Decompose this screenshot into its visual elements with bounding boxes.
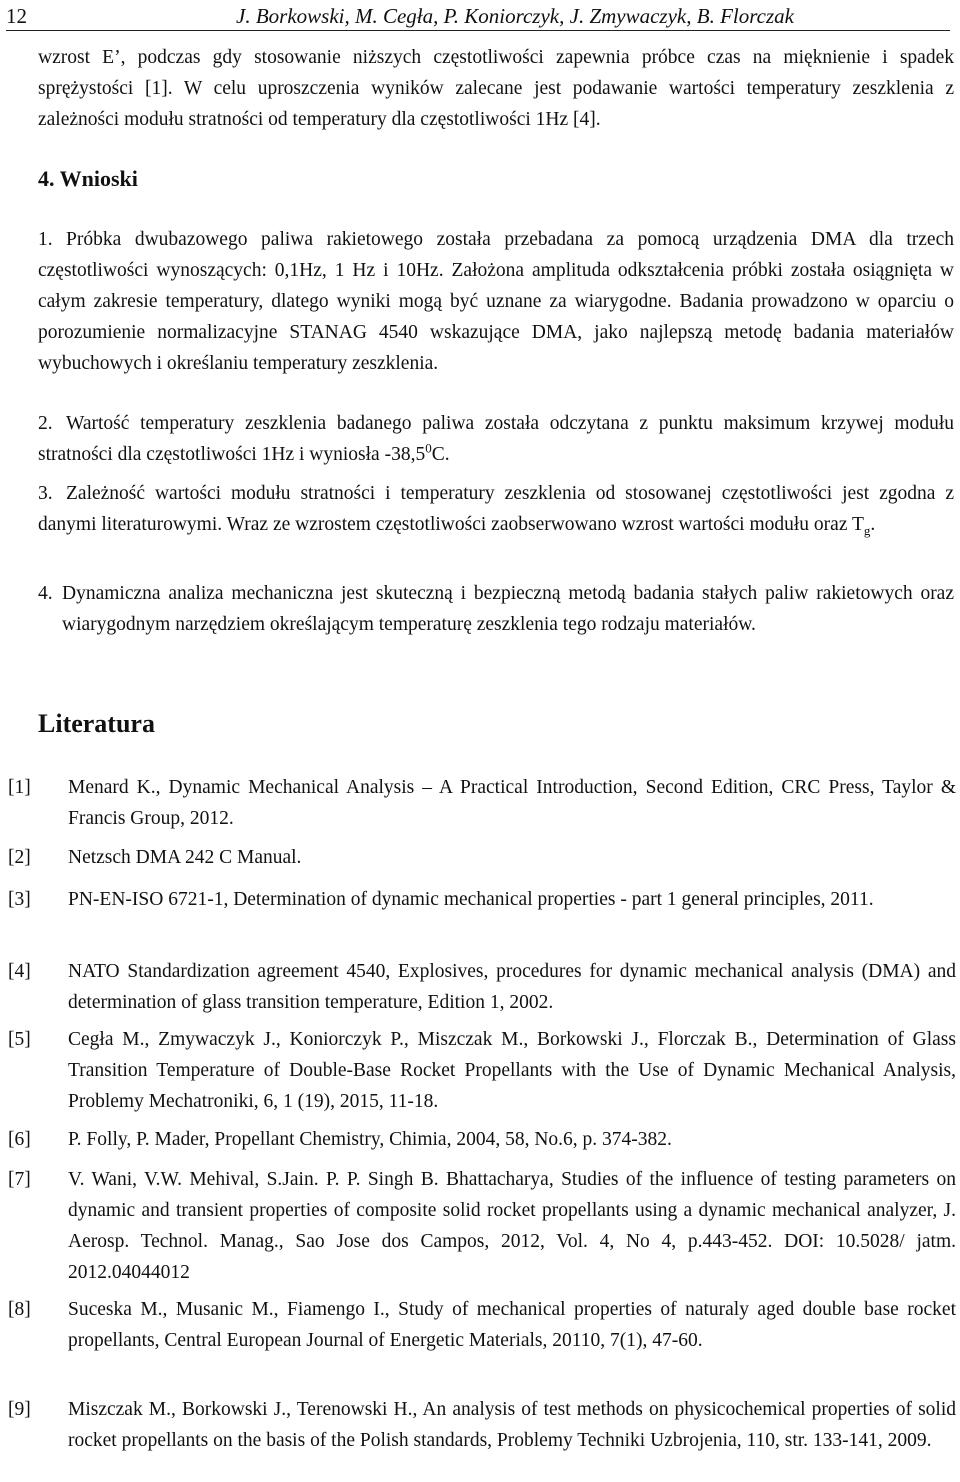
reference-number: [9] bbox=[8, 1399, 31, 1420]
reference-number: [8] bbox=[8, 1299, 31, 1320]
reference-item-9 bbox=[8, 1394, 956, 1456]
conclusion-item-1 bbox=[38, 224, 954, 379]
reference-number: [1] bbox=[8, 777, 31, 798]
section-heading-conclusions: 4. Wnioski bbox=[38, 166, 138, 191]
reference-number: [2] bbox=[8, 847, 31, 868]
reference-number: [3] bbox=[8, 889, 31, 910]
reference-text: P. Folly, P. Mader, Propellant Chemistry, Chimia, 2004, 58, No.6, p. 374-382. bbox=[68, 1129, 672, 1150]
reference-text: V. Wani, V.W. Mehival, S.Jain. P. P. Singh B. Bhattacharya, Studies of the influence of testing parameters on dynamic and transient properties of composite solid rocket propellants using a dynamic mechanical analyzer, J. Aerosp. Technol. Manag., Sao Jose dos Campos, 2012, Vol. 4, No 4, p.443-452. DOI: 10.5028/ jatm. 2012.04044012 bbox=[68, 1169, 956, 1283]
reference-item-5 bbox=[8, 1024, 956, 1117]
reference-item-6 bbox=[8, 1124, 956, 1155]
reference-text: Netzsch DMA 242 C Manual. bbox=[68, 847, 302, 868]
reference-text: NATO Standardization agreement 4540, Explosives, procedures for dynamic mechanical analysis (DMA) and determination of glass transition temperature, Edition 1, 2002. bbox=[68, 961, 956, 1013]
intro-paragraph: wzrost E’, podczas gdy stosowanie niższych częstotliwości zapewnia próbce czas na mięknienie i spadek sprężystości [1]. W celu uproszczenia wyników zalecane jest podawanie wartości temperatury zeszklenia z zależności modułu stratności od temperatury dla częstotliwości 1Hz [4]. bbox=[38, 47, 954, 130]
conclusion-item-2 bbox=[38, 408, 954, 470]
page-number: 12 bbox=[6, 4, 27, 28]
conclusion-text: Próbka dwubazowego paliwa rakietowego została przebadana za pomocą urządzenia DMA dla trzech częstotliwości wynoszących: 0,1Hz, 1 Hz i 10Hz. Założona amplituda odkształcenia próbki została osiągnięta w całym zakresie temperatury, dlatego wyniki mogą być uznane za wiarygodne. Badania prowadzono w oparciu o porozumienie normalizacyjne STANAG 4540 wskazujące DMA, jako najlepszą metodę badania materiałów wybuchowych i określaniu temperatury zeszklenia. bbox=[38, 229, 954, 374]
conclusion-item-4 bbox=[38, 578, 954, 640]
reference-text: Menard K., Dynamic Mechanical Analysis – A Practical Introduction, Second Edition, CRC Press, Taylor & Francis Group, 2012. bbox=[68, 777, 956, 829]
reference-text: Miszczak M., Borkowski J., Terenowski H., An analysis of test methods on physicochemical properties of solid rocket propellants on the basis of the Polish standards, Problemy Techniki Uzbrojenia, 110, str. 133-141, 2009. bbox=[68, 1399, 956, 1451]
reference-number: [6] bbox=[8, 1129, 31, 1150]
conclusion-text bbox=[38, 408, 954, 470]
reference-item-7 bbox=[8, 1164, 956, 1288]
conclusion-text-unit: C. bbox=[431, 444, 450, 465]
running-header-authors: J. Borkowski, M. Cegła, P. Koniorczyk, J. Zmywaczyk, B. Florczak bbox=[236, 4, 794, 28]
conclusion-number: 1. bbox=[38, 229, 53, 250]
conclusion-text-end: . bbox=[870, 514, 876, 535]
literature-heading: Literatura bbox=[38, 709, 155, 738]
reference-text: PN-EN-ISO 6721-1, Determination of dynamic mechanical properties - part 1 general principles, 2011. bbox=[68, 889, 874, 910]
conclusion-text-main: Zależność wartości modułu stratności i temperatury zeszklenia od stosowanej częstotliwości jest zgodna z danymi literaturowymi. Wraz ze wzrostem częstotliwości zaobserwowano wzrost wartości modułu oraz T bbox=[38, 483, 954, 535]
reference-item-8 bbox=[8, 1294, 956, 1356]
reference-item-3 bbox=[8, 884, 956, 915]
degree-superscript: 0 bbox=[425, 440, 432, 456]
reference-text: Cegła M., Zmywaczyk J., Koniorczyk P., Miszczak M., Borkowski J., Florczak B., Determination of Glass Transition Temperature of Double-Base Rocket Propellants with the Use of Dynamic Mechanical Analysis, Problemy Mechatroniki, 6, 1 (19), 2015, 11-18. bbox=[68, 1029, 956, 1112]
conclusion-text-main: Wartość temperatury zeszklenia badanego paliwa została odczytana z punktu maksimum krzywej modułu stratności dla częstotliwości 1Hz i wyniosła -38,5 bbox=[38, 413, 954, 465]
conclusion-item-3 bbox=[38, 478, 954, 540]
conclusion-number: 4. bbox=[38, 583, 53, 604]
reference-text: Suceska M., Musanic M., Fiamengo I., Study of mechanical properties of naturaly aged double base rocket propellants, Central European Journal of Energetic Materials, 20110, 7(1), 47-60. bbox=[68, 1299, 956, 1351]
reference-item-4 bbox=[8, 956, 956, 1018]
conclusion-number: 2. bbox=[38, 413, 53, 434]
reference-number: [4] bbox=[8, 961, 31, 982]
reference-number: [7] bbox=[8, 1169, 31, 1190]
conclusion-text bbox=[38, 478, 954, 540]
conclusion-text: Dynamiczna analiza mechaniczna jest skuteczną i bezpieczną metodą badania stałych paliw rakietowych oraz wiarygodnym narzędziem określającym temperaturę zeszklenia tego rodzaju materiałów. bbox=[62, 583, 954, 635]
reference-item-2 bbox=[8, 842, 956, 873]
running-header bbox=[6, 2, 950, 31]
conclusion-number: 3. bbox=[38, 483, 53, 504]
reference-item-1 bbox=[8, 772, 956, 834]
tg-subscript: g bbox=[863, 522, 871, 538]
reference-number: [5] bbox=[8, 1029, 31, 1050]
